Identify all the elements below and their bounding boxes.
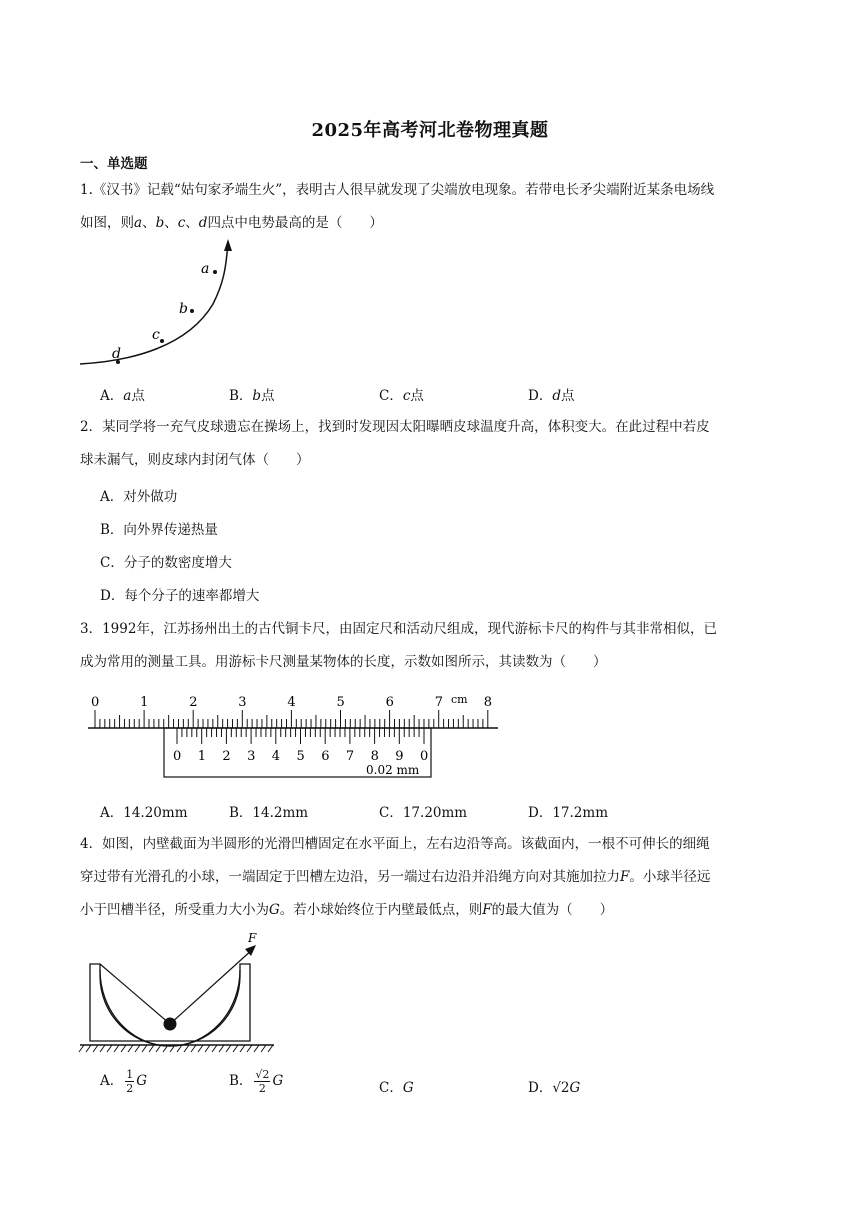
q2-option-c[interactable]: C．分子的数密度增大 xyxy=(100,555,232,571)
hatch-line xyxy=(86,1045,91,1052)
q2-option-b[interactable]: B．向外界传递热量 xyxy=(100,522,218,538)
main-scale-label: 2 xyxy=(189,695,198,710)
hatch-line xyxy=(93,1045,98,1052)
point-b-dot xyxy=(190,309,194,313)
small-ball xyxy=(164,1018,177,1031)
hatch-line xyxy=(247,1045,252,1052)
hatch-line xyxy=(254,1045,259,1052)
vernier-scale-label: 0 xyxy=(420,749,429,764)
vernier-caliper-figure xyxy=(84,690,504,782)
section-heading: 一、单选题 xyxy=(80,156,148,172)
hatch-line xyxy=(142,1045,147,1052)
q1-option-b[interactable]: B．b点 xyxy=(229,388,275,404)
q2-stem-line1: 2．某同学将一充气皮球遗忘在操场上，找到时发现因太阳曝晒皮球温度升高，体积变大。在此过程中若皮 xyxy=(80,419,710,435)
q3-option-b[interactable]: B．14.2mm xyxy=(229,805,309,821)
field-line-arrowhead xyxy=(224,239,232,251)
hatch-line xyxy=(226,1045,231,1052)
vernier-scale-ticks xyxy=(177,728,424,744)
hatch-line xyxy=(121,1045,126,1052)
hatch-line xyxy=(79,1045,84,1052)
q4-stem-line3: 小于凹槽半径，所受重力大小为G。若小球始终位于内壁最低点，则F的最大值为（ ） xyxy=(80,902,614,918)
hatch-line xyxy=(233,1045,238,1052)
q1-option-a[interactable]: A．a点 xyxy=(100,388,145,404)
main-scale-labels xyxy=(91,695,492,710)
hatch-line xyxy=(135,1045,140,1052)
hatch-line xyxy=(212,1045,217,1052)
vernier-scale-label: 6 xyxy=(321,749,330,764)
q4-option-a[interactable]: A． $\frac{1}{2}$ G xyxy=(100,1068,148,1095)
vernier-scale-label: 3 xyxy=(247,749,256,764)
q2-option-a[interactable]: A．对外做功 xyxy=(100,489,178,505)
hatch-line xyxy=(268,1045,273,1052)
hatch-line xyxy=(107,1045,112,1052)
hatch-line xyxy=(240,1045,245,1052)
point-a-dot xyxy=(213,270,217,274)
hatch-line xyxy=(219,1045,224,1052)
vernier-scale-labels xyxy=(173,749,428,764)
hatch-line xyxy=(156,1045,161,1052)
hatch-line xyxy=(149,1045,154,1052)
q1-option-c[interactable]: C．c点 xyxy=(379,388,424,404)
q1-option-d[interactable]: D．d点 xyxy=(528,388,575,404)
main-scale-label: 0 xyxy=(91,695,100,710)
main-scale-label: 5 xyxy=(336,695,345,710)
q3-option-c[interactable]: C．17.20mm xyxy=(379,805,468,821)
main-scale-label: 4 xyxy=(287,695,296,710)
label-d: d xyxy=(112,346,121,362)
hatch-line xyxy=(205,1045,210,1052)
q2-option-d[interactable]: D．每个分子的速率都增大 xyxy=(100,588,260,604)
vernier-scale-label: 9 xyxy=(395,749,404,764)
q1-stem-line2: 如图，则a、b、c、d四点中电势最高的是（ ） xyxy=(80,215,383,231)
label-c: c xyxy=(152,327,160,343)
vernier-scale-label: 5 xyxy=(296,749,305,764)
q2-stem-line2: 球未漏气，则皮球内封闭气体（ ） xyxy=(80,452,310,468)
page-title: 2025年高考河北卷物理真题 xyxy=(311,120,549,141)
q4-stem-line1: 4．如图，内壁截面为半圆形的光滑凹槽固定在水平面上，左右边沿等高。该截面内，一根不可伸长的细绳 xyxy=(80,836,710,852)
rope-right xyxy=(170,949,253,1024)
hatch-line xyxy=(184,1045,189,1052)
vernier-scale-unit: 0.02 mm xyxy=(366,763,420,777)
q3-option-a[interactable]: A．14.20mm xyxy=(100,805,188,821)
vernier-scale-label: 2 xyxy=(222,749,231,764)
q3-stem-line2: 成为常用的测量工具。用游标卡尺测量某物体的长度，示数如图所示，其读数为（ ） xyxy=(80,654,607,670)
hatch-line xyxy=(128,1045,133,1052)
q4-stem-line2: 穿过带有光滑孔的小球，一端固定于凹槽左边沿，另一端过右边沿并沿绳方向对其施加拉力F。小球半径远 xyxy=(80,869,711,885)
main-scale-ticks xyxy=(95,710,488,728)
vernier-scale-label: 4 xyxy=(271,749,281,764)
q4-option-b[interactable]: B． $\frac{√2}{2}$ G xyxy=(229,1068,284,1095)
hatch-line xyxy=(100,1045,105,1052)
electric-field-line-figure xyxy=(78,236,238,370)
hatch-line xyxy=(191,1045,196,1052)
vernier-scale-label: 0 xyxy=(173,749,182,764)
q1-stem-line1: 1.《汉书》记载“姑句家矛端生火”，表明古人很早就发现了尖端放电现象。若带电长矛尖端附近某条电场线 xyxy=(80,182,715,198)
label-b: b xyxy=(179,301,188,317)
label-a: a xyxy=(201,261,210,277)
hatch-line xyxy=(114,1045,119,1052)
vernier-scale-label: 7 xyxy=(345,749,355,764)
q3-stem-line1: 3．1992年，江苏扬州出土的古代铜卡尺，由固定尺和活动尺组成，现代游标卡尺的构件与其非常相似，已 xyxy=(80,621,717,637)
groove-and-ball-figure xyxy=(78,930,278,1056)
q4-option-c[interactable]: C．G xyxy=(379,1080,414,1096)
point-c-dot xyxy=(160,339,164,343)
main-scale-label: 1 xyxy=(140,695,149,710)
force-label: F xyxy=(248,931,257,945)
main-scale-label: 7 xyxy=(434,695,443,710)
vernier-scale-label: 8 xyxy=(370,749,379,764)
rope-left xyxy=(100,964,170,1024)
q3-option-d[interactable]: D．17.2mm xyxy=(528,805,608,821)
hatch-line xyxy=(261,1045,266,1052)
q4-option-d[interactable]: D．√2G xyxy=(528,1080,581,1096)
hatch-line xyxy=(198,1045,203,1052)
main-scale-label: 3 xyxy=(238,695,247,710)
main-scale-label: 8 xyxy=(483,695,493,710)
main-scale-unit: cm xyxy=(451,693,468,706)
vernier-scale-label: 1 xyxy=(197,749,206,764)
main-scale-label: 6 xyxy=(385,695,394,710)
